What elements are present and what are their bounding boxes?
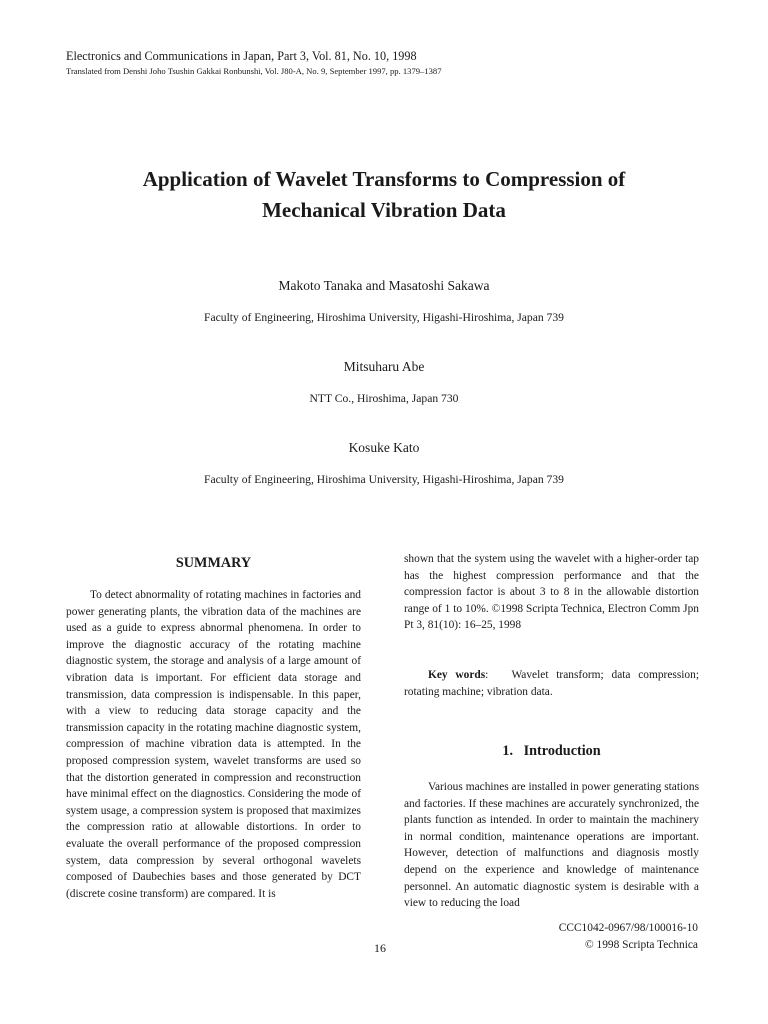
- summary-heading: SUMMARY: [175, 555, 252, 571]
- summary-text: To detect abnormality of rotating machines in factories and power generating plants, the vibration data of the machines are used as a guide to express abnormal phenomena. In order to improve the diagnostic accuracy of the rotating machine diagnostic system, the storage and analysis of a large amount of vibration data is important. For efficient data storage and transmission, data compression is indispensable. In this paper, with a view to reducing data storage capacity and the transmission capacity in the rotating machine diagnostic system, compression of machine vibration data is attempted. In the proposed compression system, wavelet transforms are used so that the distortion generated in compression and reconstruction have minimal effect on the diagnostics. Considering the mode of system usage, a compression system is proposed that maximizes the compression ratio at allowable distortions. In order to evaluate the overall performance of the proposed compression system, data compression by several orthogonal wavelets composed of Daubechies bases and those generated by DCT (discrete cosine transform) are compared. It is: [66, 589, 361, 900]
- copyright-block: [559, 920, 698, 953]
- introduction-heading: 1. Introduction: [502, 743, 601, 759]
- author-affiliation-1: Faculty of Engineering, Hiroshima University, Higashi-Hiroshima, Japan 739: [204, 311, 564, 324]
- summary-continuation: [404, 551, 699, 634]
- introduction-text: Various machines are installed in power generating stations and factories. If these machines are accurately synchronized, the plants function as intended. In order to maintain the machinery in normal condition, maintenance operations are important. However, detection of malfunctions and diagnosis mostly depend on the experience and knowledge of maintenance personnel. An automatic diagnostic system is desirable with a view to reducing the load: [404, 781, 699, 910]
- title-line-1: Application of Wavelet Transforms to Compression of: [142, 167, 626, 191]
- keywords-block: Key words: Wavelet transform; data compression; rotating machine; vibration data.: [404, 669, 699, 698]
- author-affiliation-2: NTT Co., Hiroshima, Japan 730: [309, 392, 459, 405]
- journal-line: Electronics and Communications in Japan, Part 3, Vol. 81, No. 10, 1998: [66, 49, 417, 63]
- page-number: 16: [374, 941, 386, 955]
- translated-line: Translated from Denshi Joho Tsushin Gakkai Ronbunshi, Vol. J80-A, No. 9, September 1997, pp. 1379–1387: [66, 66, 442, 76]
- title-line-2: Mechanical Vibration Data: [262, 198, 506, 222]
- author-names-2: Mitsuharu Abe: [343, 359, 425, 374]
- introduction-body: [404, 779, 699, 912]
- ccc-code: CCC1042-0967/98/100016-10: [558, 922, 698, 934]
- author-affiliation-3: Faculty of Engineering, Hiroshima University, Higashi-Hiroshima, Japan 739: [204, 473, 564, 486]
- author-names-3: Kosuke Kato: [348, 440, 420, 455]
- paper-title: [60, 164, 708, 226]
- summary-continuation-text: shown that the system using the wavelet with a higher-order tap has the highest compression performance and that the compression factor is about 3 to 8 in the allowable distortion range of 1 to 10%. ©1998 Scripta Technica, Electron Comm Jpn Pt 3, 81(10): 16–25, 1998: [404, 553, 699, 632]
- author-names-1: Makoto Tanaka and Masatoshi Sakawa: [278, 278, 490, 293]
- summary-body: [66, 587, 361, 902]
- keywords-text: Wavelet transform; data compression; rotating machine; vibration data.: [404, 669, 699, 698]
- keywords-label: Key words: [428, 669, 486, 681]
- copyright-notice: © 1998 Scripta Technica: [585, 938, 698, 951]
